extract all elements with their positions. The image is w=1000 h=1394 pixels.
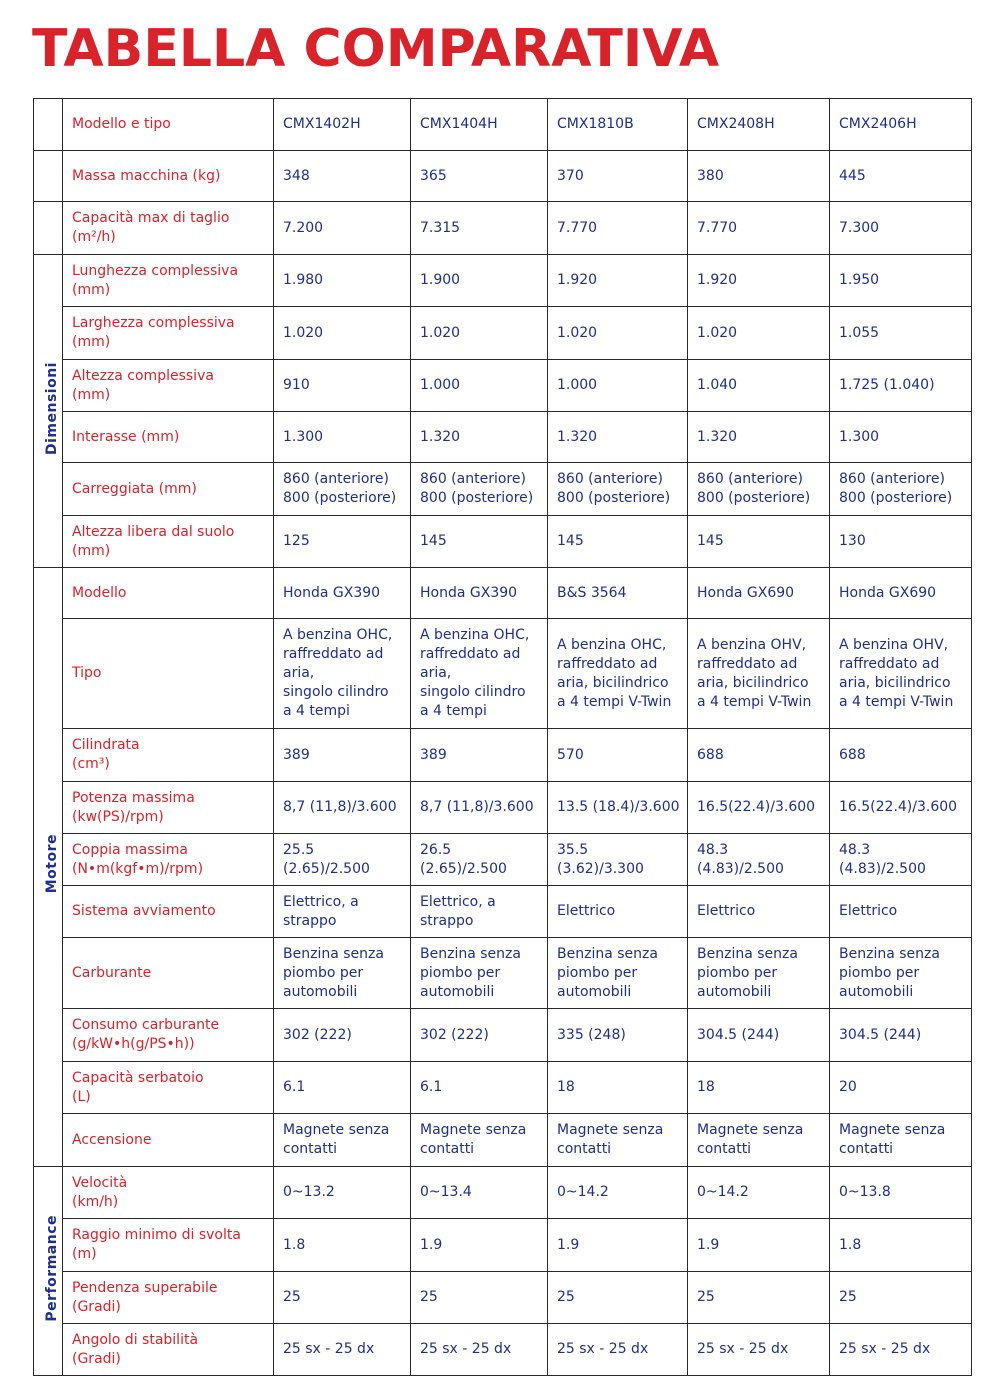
value-cell: A benzina OHC, raffreddato ad aria, singolo cilindro a 4 tempi (411, 619, 548, 729)
row-label: Altezza complessiva (mm) (63, 360, 274, 412)
value-cell: 25 (688, 1272, 830, 1324)
row-label: Consumo carburante (g/kW•h(g/PS•h)) (63, 1009, 274, 1062)
row-label: Altezza libera dal suolo (mm) (63, 516, 274, 568)
value-cell: 1.000 (548, 360, 688, 412)
value-cell: 125 (274, 516, 411, 568)
row-label: Capacità max di taglio (m²/h) (63, 202, 274, 255)
value-cell: Elettrico (688, 886, 830, 938)
value-cell: 1.040 (688, 360, 830, 412)
value-cell: 8,7 (11,8)/3.600 (411, 782, 548, 834)
table-row (34, 99, 972, 151)
table-row (34, 568, 972, 619)
value-cell: A benzina OHC, raffreddato ad aria, bicilindrico a 4 tempi V-Twin (548, 619, 688, 729)
value-cell: Magnete senza contatti (830, 1114, 972, 1167)
value-cell: 1.020 (411, 307, 548, 360)
value-cell: 0~13.4 (411, 1167, 548, 1219)
table-row (34, 1167, 972, 1219)
group-cell-empty (34, 99, 63, 151)
value-cell: 348 (274, 151, 411, 202)
value-cell: 7.300 (830, 202, 972, 255)
value-cell: 26.5 (2.65)/2.500 (411, 834, 548, 886)
value-cell: 389 (411, 729, 548, 782)
row-label: Tipo (63, 619, 274, 729)
value-cell: 1.020 (548, 307, 688, 360)
table-row (34, 202, 972, 255)
group-label-motore (34, 568, 63, 1167)
row-label: Angolo di stabilità (Gradi) (63, 1324, 274, 1376)
value-cell: Elettrico, a strappo (274, 886, 411, 938)
table-row (34, 1272, 972, 1324)
value-cell: 25 (411, 1272, 548, 1324)
table-row (34, 1062, 972, 1114)
value-cell: 302 (222) (411, 1009, 548, 1062)
table-row (34, 412, 972, 463)
value-cell: Magnete senza contatti (548, 1114, 688, 1167)
value-cell: 0~14.2 (688, 1167, 830, 1219)
value-cell: 910 (274, 360, 411, 412)
row-label: Carburante (63, 938, 274, 1009)
value-cell: CMX1810B (548, 99, 688, 151)
value-cell: 25 (548, 1272, 688, 1324)
row-label: Lunghezza complessiva (mm) (63, 255, 274, 307)
value-cell: 25 sx - 25 dx (274, 1324, 411, 1376)
table-row (34, 1219, 972, 1272)
value-cell: 0~13.8 (830, 1167, 972, 1219)
value-cell: 145 (411, 516, 548, 568)
group-label-text: Dimensioni (44, 361, 60, 455)
row-label: Modello e tipo (63, 99, 274, 151)
value-cell: 1.980 (274, 255, 411, 307)
table-row (34, 1009, 972, 1062)
table-row (34, 307, 972, 360)
value-cell: 48.3 (4.83)/2.500 (830, 834, 972, 886)
value-cell: Elettrico (548, 886, 688, 938)
comparison-table (33, 98, 972, 1376)
value-cell: 1.950 (830, 255, 972, 307)
row-label: Sistema avviamento (63, 886, 274, 938)
value-cell: 1.320 (411, 412, 548, 463)
value-cell: CMX1402H (274, 99, 411, 151)
value-cell: 16.5(22.4)/3.600 (688, 782, 830, 834)
value-cell: Honda GX390 (411, 568, 548, 619)
table-row (34, 834, 972, 886)
value-cell: 365 (411, 151, 548, 202)
row-label: Pendenza superabile (Gradi) (63, 1272, 274, 1324)
value-cell: Benzina senza piombo per automobili (548, 938, 688, 1009)
value-cell: 6.1 (411, 1062, 548, 1114)
value-cell: 389 (274, 729, 411, 782)
row-label: Coppia massima (N•m(kgf•m)/rpm) (63, 834, 274, 886)
value-cell: 7.315 (411, 202, 548, 255)
value-cell: 25 sx - 25 dx (548, 1324, 688, 1376)
value-cell: 25 sx - 25 dx (411, 1324, 548, 1376)
table-row (34, 886, 972, 938)
value-cell: Elettrico, a strappo (411, 886, 548, 938)
value-cell: 1.000 (411, 360, 548, 412)
page-title: TABELLA COMPARATIVA (32, 19, 720, 79)
value-cell: 6.1 (274, 1062, 411, 1114)
row-label: Capacità serbatoio (L) (63, 1062, 274, 1114)
group-label-dimensioni (34, 255, 63, 568)
value-cell: 1.300 (274, 412, 411, 463)
value-cell: 25 sx - 25 dx (830, 1324, 972, 1376)
value-cell: A benzina OHV, raffreddato ad aria, bicilindrico a 4 tempi V-Twin (830, 619, 972, 729)
row-label: Potenza massima (kw(PS)/rpm) (63, 782, 274, 834)
table-row (34, 360, 972, 412)
value-cell: 7.770 (548, 202, 688, 255)
value-cell: 130 (830, 516, 972, 568)
table-row (34, 619, 972, 729)
value-cell: 1.920 (688, 255, 830, 307)
value-cell: CMX1404H (411, 99, 548, 151)
value-cell: Benzina senza piombo per automobili (411, 938, 548, 1009)
row-label: Massa macchina (kg) (63, 151, 274, 202)
table-row (34, 782, 972, 834)
value-cell: 145 (548, 516, 688, 568)
row-label: Raggio minimo di svolta (m) (63, 1219, 274, 1272)
value-cell: 0~13.2 (274, 1167, 411, 1219)
value-cell: 8,7 (11,8)/3.600 (274, 782, 411, 834)
value-cell: 860 (anteriore) 800 (posteriore) (688, 463, 830, 516)
value-cell: 48.3 (4.83)/2.500 (688, 834, 830, 886)
value-cell: Benzina senza piombo per automobili (274, 938, 411, 1009)
group-label-performance (34, 1167, 63, 1376)
value-cell: 688 (830, 729, 972, 782)
table-row (34, 255, 972, 307)
row-label: Velocità (km/h) (63, 1167, 274, 1219)
value-cell: Benzina senza piombo per automobili (688, 938, 830, 1009)
value-cell: 35.5 (3.62)/3.300 (548, 834, 688, 886)
row-label: Interasse (mm) (63, 412, 274, 463)
value-cell: 1.900 (411, 255, 548, 307)
table-row (34, 463, 972, 516)
value-cell: 1.9 (548, 1219, 688, 1272)
row-label: Modello (63, 568, 274, 619)
value-cell: Elettrico (830, 886, 972, 938)
value-cell: 25 (274, 1272, 411, 1324)
value-cell: 0~14.2 (548, 1167, 688, 1219)
value-cell: Honda GX690 (688, 568, 830, 619)
value-cell: 25 sx - 25 dx (688, 1324, 830, 1376)
value-cell: 1.8 (830, 1219, 972, 1272)
value-cell: 145 (688, 516, 830, 568)
table-row (34, 151, 972, 202)
value-cell: Magnete senza contatti (274, 1114, 411, 1167)
value-cell: 302 (222) (274, 1009, 411, 1062)
value-cell: Honda GX690 (830, 568, 972, 619)
group-label-text: Motore (44, 834, 60, 894)
value-cell: 20 (830, 1062, 972, 1114)
value-cell: Benzina senza piombo per automobili (830, 938, 972, 1009)
table-row (34, 1114, 972, 1167)
value-cell: 1.920 (548, 255, 688, 307)
group-label-text: Performance (44, 1214, 60, 1322)
value-cell: 688 (688, 729, 830, 782)
row-label: Carreggiata (mm) (63, 463, 274, 516)
value-cell: 1.9 (411, 1219, 548, 1272)
value-cell: CMX2408H (688, 99, 830, 151)
value-cell: 1.055 (830, 307, 972, 360)
value-cell: Magnete senza contatti (688, 1114, 830, 1167)
value-cell: CMX2406H (830, 99, 972, 151)
group-cell-empty (34, 202, 63, 255)
table-row (34, 729, 972, 782)
value-cell: 304.5 (244) (830, 1009, 972, 1062)
value-cell: 380 (688, 151, 830, 202)
value-cell: 1.8 (274, 1219, 411, 1272)
value-cell: 570 (548, 729, 688, 782)
value-cell: 1.320 (548, 412, 688, 463)
value-cell: 1.9 (688, 1219, 830, 1272)
value-cell: A benzina OHC, raffreddato ad aria, singolo cilindro a 4 tempi (274, 619, 411, 729)
table-row (34, 1324, 972, 1376)
value-cell: Honda GX390 (274, 568, 411, 619)
value-cell: 335 (248) (548, 1009, 688, 1062)
value-cell: 25.5 (2.65)/2.500 (274, 834, 411, 886)
value-cell: 25 (830, 1272, 972, 1324)
value-cell: 16.5(22.4)/3.600 (830, 782, 972, 834)
value-cell: 18 (688, 1062, 830, 1114)
value-cell: 7.770 (688, 202, 830, 255)
value-cell: 13.5 (18.4)/3.600 (548, 782, 688, 834)
value-cell: 18 (548, 1062, 688, 1114)
value-cell: 1.320 (688, 412, 830, 463)
row-label: Larghezza complessiva (mm) (63, 307, 274, 360)
table-row (34, 938, 972, 1009)
row-label: Cilindrata (cm³) (63, 729, 274, 782)
table-row (34, 516, 972, 568)
group-cell-empty (34, 151, 63, 202)
value-cell: 1.020 (688, 307, 830, 360)
value-cell: Magnete senza contatti (411, 1114, 548, 1167)
value-cell: 370 (548, 151, 688, 202)
value-cell: 1.300 (830, 412, 972, 463)
value-cell: 1.020 (274, 307, 411, 360)
value-cell: 445 (830, 151, 972, 202)
value-cell: B&S 3564 (548, 568, 688, 619)
value-cell: 860 (anteriore) 800 (posteriore) (548, 463, 688, 516)
value-cell: 860 (anteriore) 800 (posteriore) (274, 463, 411, 516)
value-cell: 304.5 (244) (688, 1009, 830, 1062)
row-label: Accensione (63, 1114, 274, 1167)
value-cell: 860 (anteriore) 800 (posteriore) (411, 463, 548, 516)
value-cell: 1.725 (1.040) (830, 360, 972, 412)
value-cell: 860 (anteriore) 800 (posteriore) (830, 463, 972, 516)
value-cell: 7.200 (274, 202, 411, 255)
value-cell: A benzina OHV, raffreddato ad aria, bicilindrico a 4 tempi V-Twin (688, 619, 830, 729)
